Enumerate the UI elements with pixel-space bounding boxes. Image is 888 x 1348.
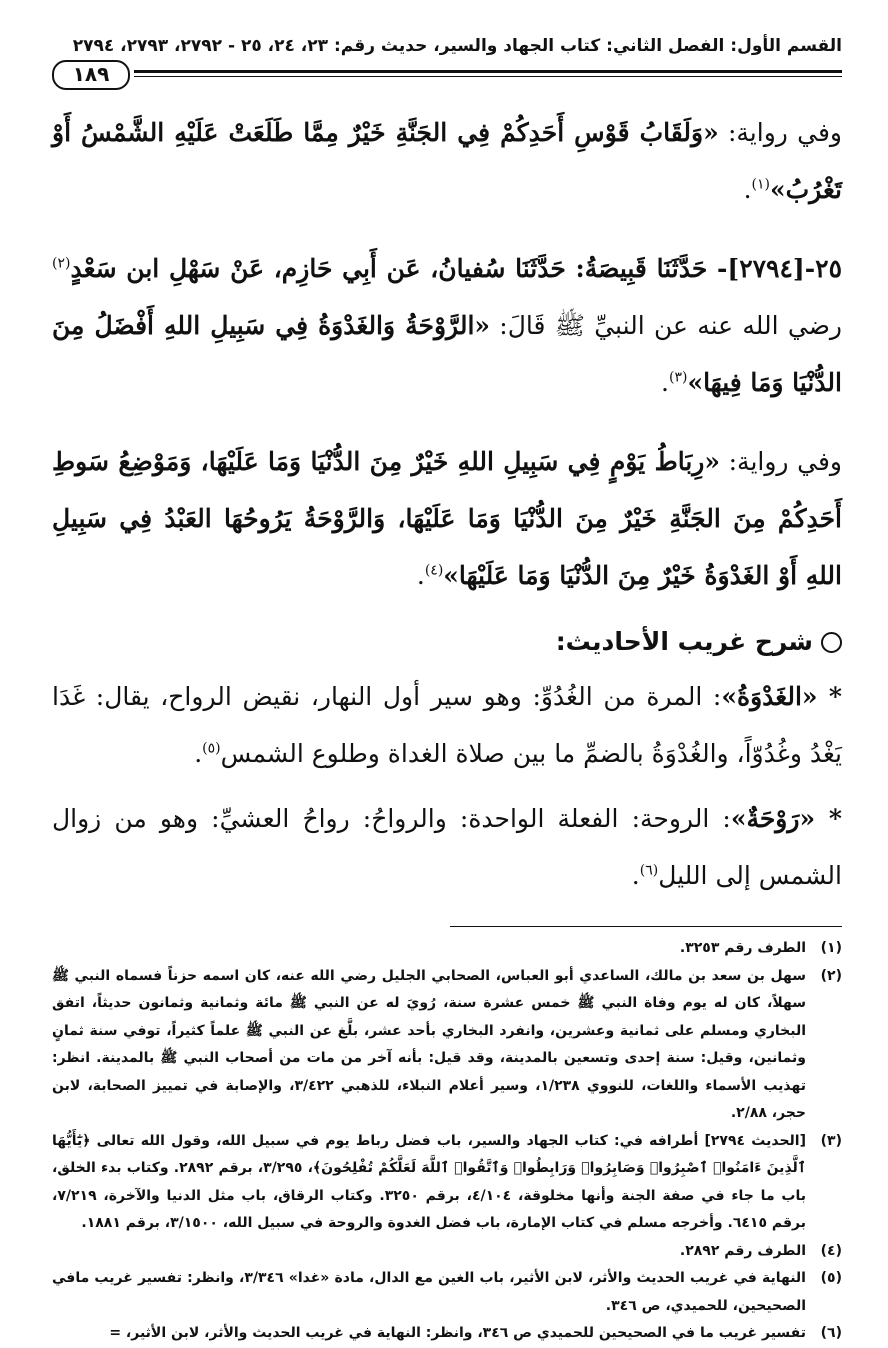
footnote — [52, 1265, 842, 1320]
footnote-number: (٤) — [820, 1242, 842, 1259]
paragraph-riwaya-2 — [52, 433, 842, 604]
footnote — [52, 1320, 842, 1348]
gloss-text: : الروحة: الفعلة الواحدة: والرواحُ: رواحُ العشيِّ: وهو من زوال الشمس إلى الليل — [52, 804, 842, 890]
section-heading-text: شرح غريب الأحاديث: — [555, 627, 813, 656]
footnote-ref-5[interactable]: (٥) — [202, 740, 221, 757]
riwaya-lead: وفي رواية: — [719, 447, 842, 476]
footnote-text: [الحديث ٢٧٩٤] أطرافه في: كتاب الجهاد والسير، باب فضل رباط يوم في سبيل الله، وقول الله تعالى ﴿يَٰٓأَيُّهَا ٱلَّذِينَ ءَامَنُوا۟ ٱصْبِرُوا۟ وَصَابِرُوا۟ وَرَابِطُوا۟ وَٱتَّقُوا۟ ٱللَّهَ لَعَلَّكُمْ تُفْلِحُونَ﴾، ٣/٢٩٥، برقم ٢٨٩٢. وكتاب بدء الخلق، باب ما جاء في صفة الجنة وأنها مخلوقة، ٤/١٠٤، برقم ٣٢٥٠. وكتاب الرقاق، باب مثل الدنيا والآخرة، ٧/٢١٩، برقم ٦٤١٥. وأخرجه مسلم في كتاب الإمارة، باب فضل الغدوة والروحة في سبيل الله، ٣/١٥٠٠، برقم ١٨٨١. — [52, 1132, 807, 1231]
hadith-isnad: ٢٥-[٢٧٩٤]- حَدَّثَنَا قَبِيصَةُ: حَدَّثَنَا سُفيانُ، عَن أَبِي حَازِم، عَنْ سَهْلِ ابن سَعْدٍ — [70, 254, 842, 283]
riwaya-lead: وفي رواية: — [718, 118, 842, 147]
gloss-text: : المرة من الغُدُوِّ: وهو سير أول النهار، نقيض الرواح، يقال: غَدَا يَغْدُ وغُدُوّاً، والغُدْوَةُ بالضمِّ ما بين صلاة الغداة وطلوع الشمس — [52, 682, 842, 768]
full-stop: . — [743, 175, 752, 204]
header-rule-thick — [134, 70, 842, 73]
footnote-ref-2[interactable]: (٢) — [52, 255, 71, 272]
footnote-text: سهل بن سعد بن مالك، الساعدي أبو العباس، الصحابي الجليل رضي الله عنه، كان اسمه حزناً فسماه النبي ﷺ سهلاً، كان له يوم وفاة النبي ﷺ خمس عشرة سنة، رُويَ له عن النبي ﷺ مائة وثمانية وثمانون حديثاً، اتفق البخاري ومسلم على ثمانية وعشرين، وانفرد البخاري بأحد عشر، بلَّغ عن النبي ﷺ علماً كثيراً، توفي سنة ثمانٍ وثمانين، وقيل: سنة إحدى وتسعين بالمدينة، وقد قيل: بأنه آخر من مات من أصحاب النبي ﷺ بالمدينة. انظر: تهذيب الأسماء واللغات، للنووي ١/٢٣٨، وسير أعلام النبلاء، للذهبي ٣/٤٢٢، والإصابة في تمييز الصحابة، لابن حجر، ٢/٨٨. — [52, 967, 806, 1121]
section-heading — [52, 622, 842, 662]
page-number: ١٨٩ — [52, 60, 130, 90]
footnote-text: النهاية في غريب الحديث والأثر، لابن الأثير، باب الغين مع الدال، مادة «غدا» ٣/٣٤٦، وانظر: تفسير غريب مافي الصحيحين، للحميدي، ص ٣٤٦. — [52, 1270, 806, 1314]
footnote-text: الطرف رقم ٢٨٩٢. — [679, 1242, 806, 1259]
gloss-rawha — [52, 790, 842, 904]
footnotes — [52, 935, 842, 1348]
footnote — [52, 1128, 842, 1238]
footnote-ref-4[interactable]: (٤) — [424, 562, 444, 579]
main-text — [52, 104, 842, 904]
footnote-ref-1[interactable]: (١) — [751, 176, 771, 193]
hadith-quote: «وَلَقَابُ قَوْسِ أَحَدِكُمْ فِي الجَنَّةِ خَيْرٌ مِمَّا طَلَعَتْ عَلَيْهِ الشَّمْسُ أَوْ تَغْرُبُ» — [52, 118, 842, 204]
book-page — [52, 34, 842, 1348]
running-head: القسم الأول: الفصل الثاني: كتاب الجهاد والسير، حديث رقم: ٢٣، ٢٤، ٢٥ - ٢٧٩٢، ٢٧٩٣، ٢٧٩٤ — [72, 36, 842, 56]
footnote-separator — [450, 926, 842, 927]
footnote-text: الطرف رقم ٣٢٥٣. — [679, 940, 806, 956]
isnad-continuation: رضي الله عنه عن النبيِّ ﷺ قَالَ: — [490, 311, 842, 340]
footnote — [52, 963, 842, 1128]
paragraph-riwaya-1 — [52, 104, 842, 218]
circle-bullet-icon — [821, 632, 842, 653]
header-rule-row — [52, 60, 842, 90]
paragraph-hadith-25 — [52, 240, 842, 411]
footnote-number: (١) — [820, 940, 842, 956]
footnote — [52, 935, 842, 963]
gloss-ghadwa — [52, 668, 842, 782]
hadith-quote: «رِبَاطُ يَوْمٍ فِي سَبِيلِ اللهِ خَيْرٌ مِنَ الدُّنْيَا وَمَا عَلَيْهَا، وَمَوْضِعُ سَوطِ أَحَدِكُمْ مِنَ الجَنَّةِ خَيْرٌ مِنَ الدُّنْيَا وَمَا عَلَيْهَا، وَالرَّوْحَةُ يَرُوحُهَا العَبْدُ فِي سَبِيلِ اللهِ أَوْ الغَدْوَةُ خَيْرٌ مِنَ الدُّنْيَا وَمَا عَلَيْهَا» — [52, 447, 842, 590]
full-stop: . — [416, 561, 425, 590]
footnote-number: (٥) — [820, 1270, 842, 1286]
footnote-ref-3[interactable]: (٣) — [668, 369, 688, 386]
footnote-number: (٢) — [820, 967, 842, 984]
full-stop: . — [661, 368, 669, 397]
gloss-term: * «الغَدْوَةُ» — [721, 682, 842, 711]
footnote-ref-6[interactable]: (٦) — [639, 862, 659, 879]
header-rule-thin — [134, 76, 842, 77]
full-stop: . — [194, 739, 203, 768]
footnote-number: (٦) — [820, 1325, 842, 1341]
full-stop: . — [631, 861, 640, 890]
footnote-text: تفسير غريب ما في الصحيحين للحميدي ص ٣٤٦، وانظر: النهاية في غريب الحديث والأثر، لابن الأثير، = — [109, 1325, 806, 1341]
footnote — [52, 1238, 842, 1266]
gloss-term: * «رَوْحَةٌ» — [730, 804, 842, 833]
hadith-quote: «الرَّوْحَةُ وَالغَدْوَةُ فِي سَبِيلِ اللهِ أَفْضَلُ مِنَ الدُّنْيَا وَمَا فِيهَا» — [52, 311, 842, 397]
footnote-number: (٣) — [820, 1132, 842, 1149]
